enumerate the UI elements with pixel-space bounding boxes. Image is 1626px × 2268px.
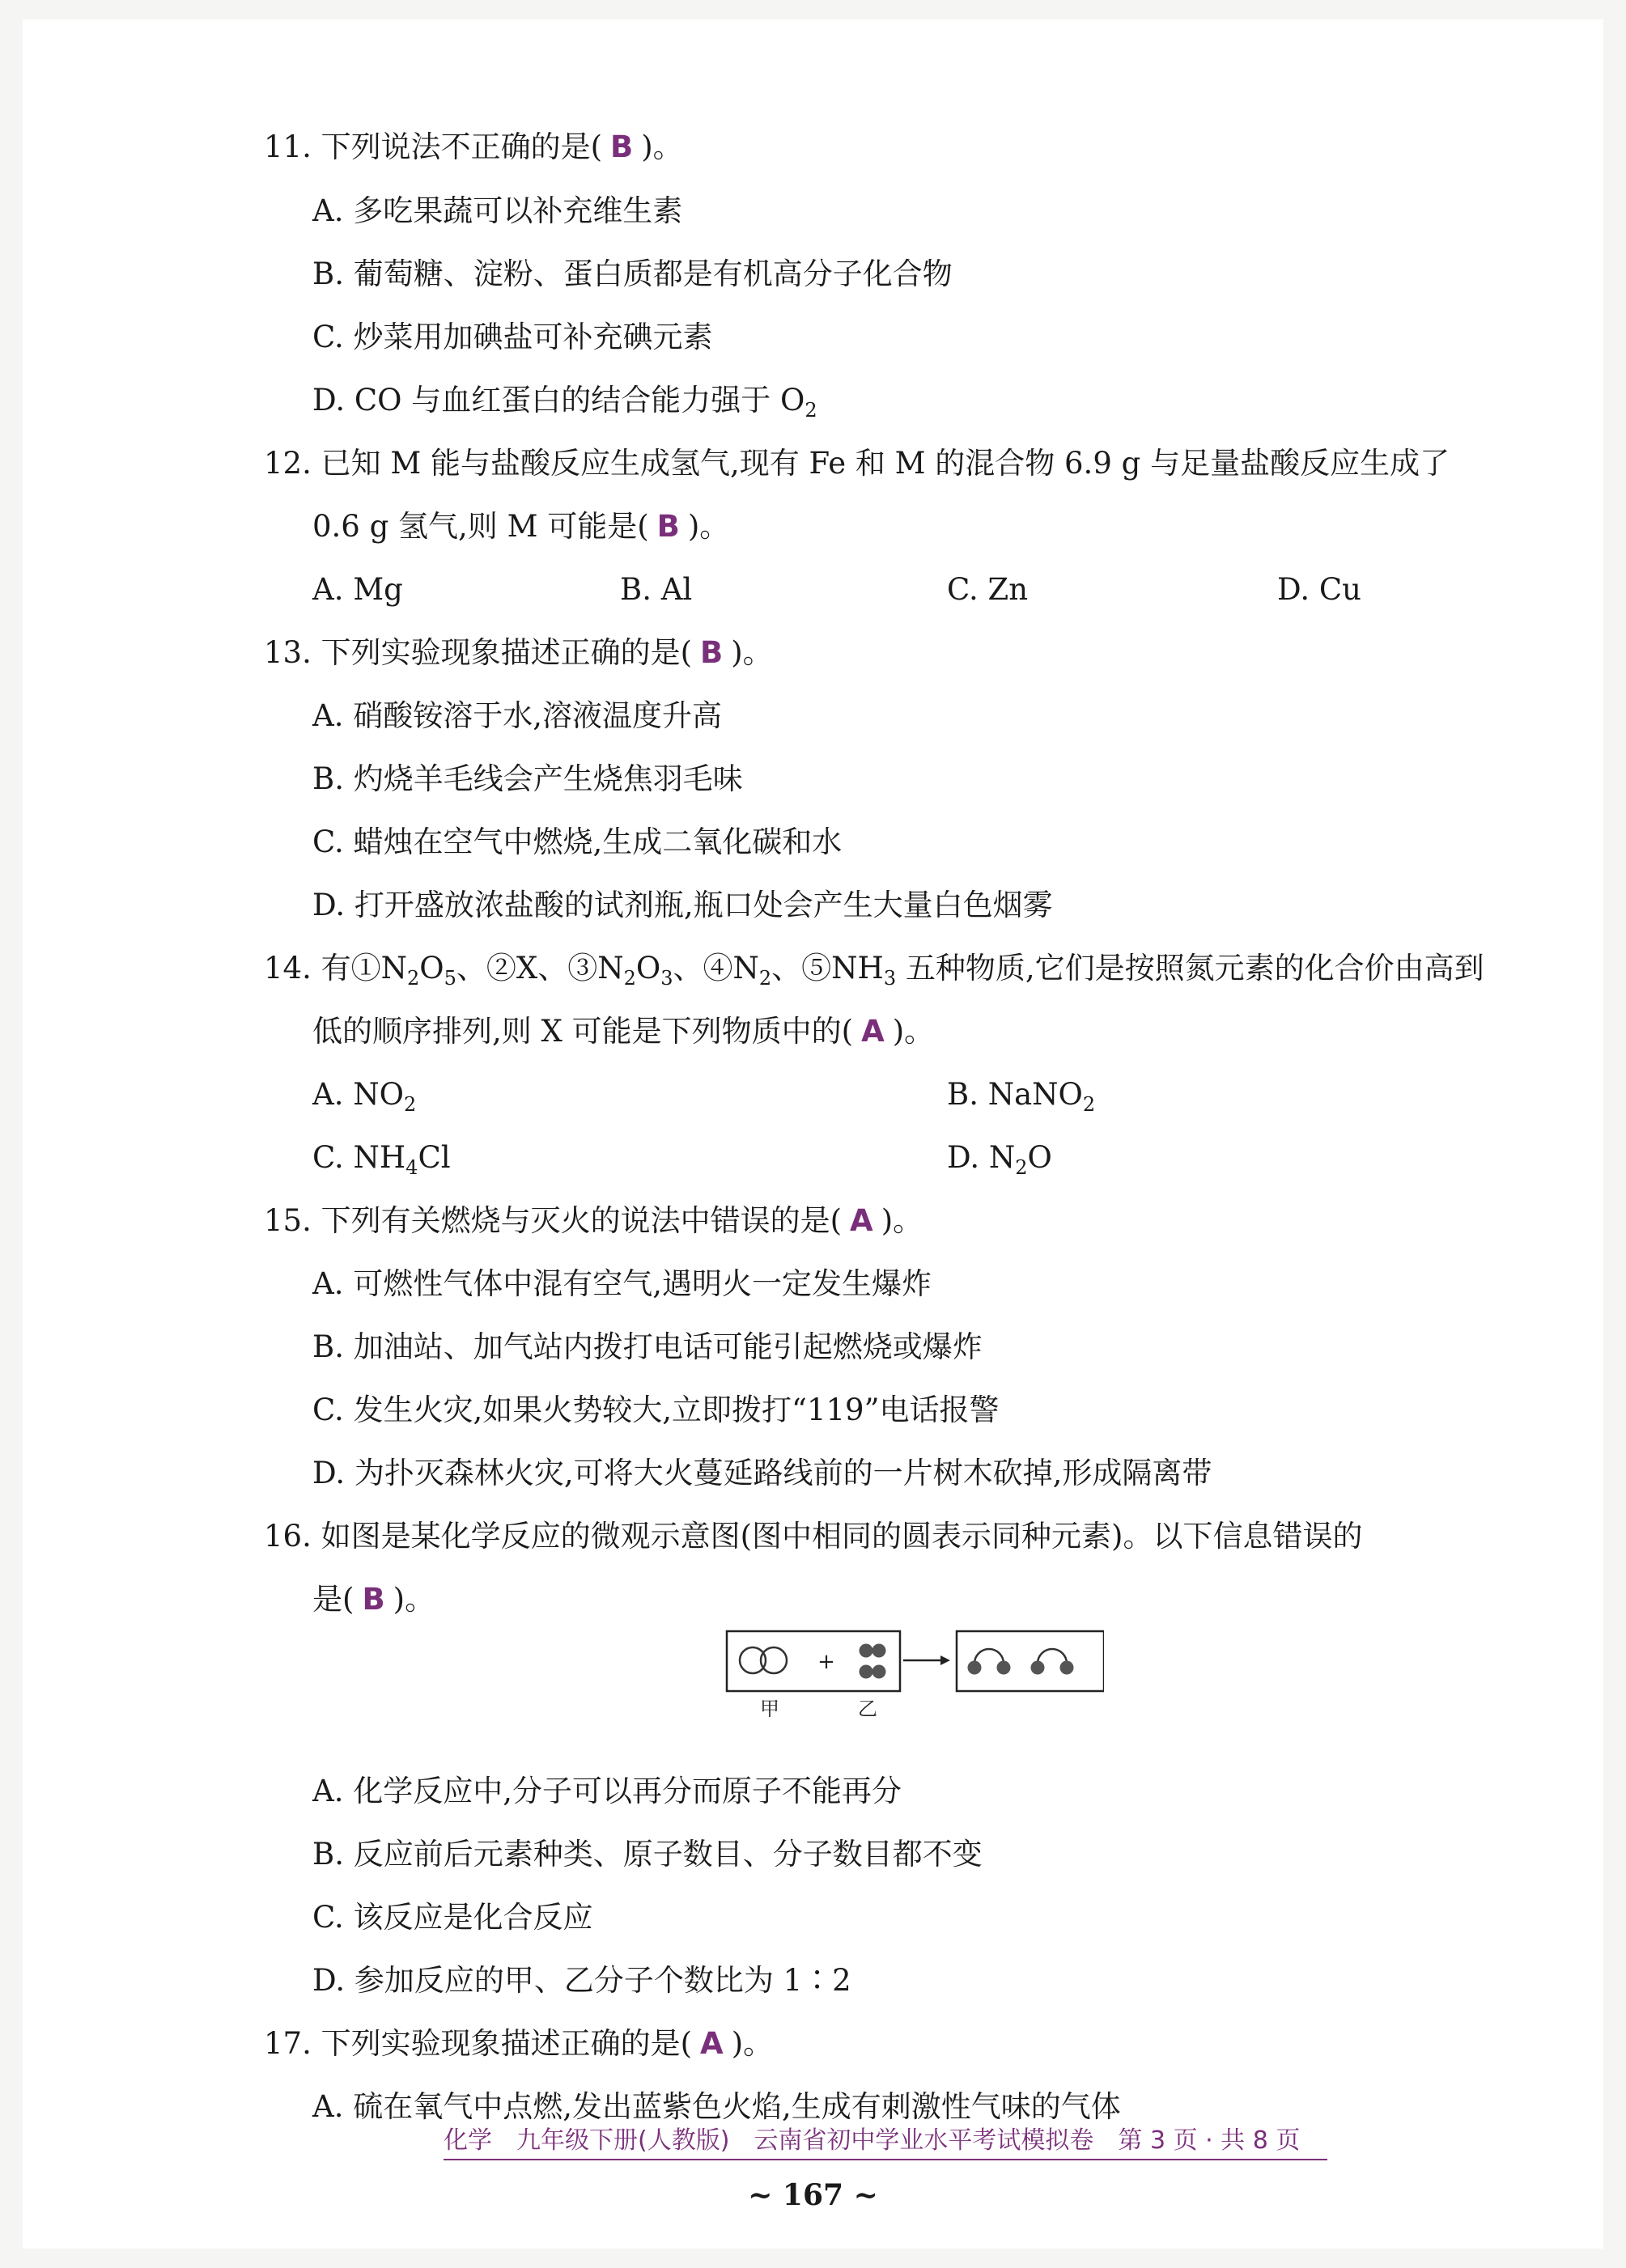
option: B. NaNO$_2$ <box>947 1077 1096 1116</box>
question-number: 12. <box>264 446 312 481</box>
answer-mark: A <box>850 1203 873 1238</box>
option: B. 灼烧羊毛线会产生烧焦羽毛味 <box>312 761 743 796</box>
option: D. Cu <box>1277 572 1362 607</box>
product-atom <box>997 1661 1011 1675</box>
page-number: ~ 167 ~ <box>748 2178 878 2212</box>
question-15: 15. 下列有关燃烧与灭火的说法中错误的是( A )。 <box>264 1203 923 1238</box>
question-11 <box>264 128 683 167</box>
answer-mark: B <box>656 509 680 544</box>
question-14-stem-cont: 低的顺序排列,则 X 可能是下列物质中的( A )。 <box>312 1014 935 1049</box>
page-footer: 化学 九年级下册(人教版) 云南省初中学业水平考试模拟卷 第 3 页 · 共 8 页 <box>444 2125 1327 2160</box>
question-stem: 已知 M 能与盐酸反应生成氢气,现有 Fe 和 M 的混合物 6.9 g 与足量盐酸反应生成了 <box>321 446 1450 481</box>
product-molecule <box>1038 1649 1067 1664</box>
question-16 <box>264 1517 1362 1556</box>
option: A. 硝酸铵溶于水,溶液温度升高 <box>312 698 723 733</box>
question-17: 17. 下列实验现象描述正确的是( A )。 <box>264 2026 774 2061</box>
question-13: 13. 下列实验现象描述正确的是( B )。 <box>264 635 773 670</box>
question-stem: 下列有关燃烧与灭火的说法中错误的是( <box>321 1203 843 1238</box>
answer-mark: B <box>700 635 724 670</box>
label-jia: 甲 <box>760 1698 779 1717</box>
option: D. 参加反应的甲、乙分子个数比为 1∶2 <box>312 1963 851 1998</box>
question-number: 15. <box>264 1203 312 1238</box>
option: B. 葡萄糖、淀粉、蛋白质都是有机高分子化合物 <box>312 256 953 291</box>
question-12 <box>264 444 1450 483</box>
product-atom <box>968 1661 982 1675</box>
answer-mark: B <box>362 1582 385 1617</box>
option: B. 加油站、加气站内拨打电话可能引起燃烧或爆炸 <box>312 1329 983 1364</box>
option: D. $N_2O$ <box>947 1140 1052 1179</box>
molecule-yi-atom <box>860 1644 873 1658</box>
products-box <box>957 1631 1104 1691</box>
option: C. 该反应是化合反应 <box>312 1900 593 1935</box>
question-16-stem-cont: 是( B )。 <box>312 1582 435 1617</box>
option: A. 硫在氧气中点燃,发出蓝紫色火焰,生成有刺激性气味的气体 <box>312 2089 1121 2124</box>
option: C. 蜡烛在空气中燃烧,生成二氧化碳和水 <box>312 825 843 859</box>
molecule-yi-atom <box>872 1665 886 1679</box>
question-stem: 下列实验现象描述正确的是( <box>321 2026 693 2061</box>
question-stem: 下列实验现象描述正确的是( <box>321 635 693 670</box>
plus-sign: + <box>817 1650 835 1674</box>
question-number: 16. <box>264 1519 312 1554</box>
option: C. $NH_4Cl$ <box>312 1140 451 1179</box>
reaction-arrow-head <box>940 1655 950 1665</box>
question-number: 13. <box>264 635 312 670</box>
product-atom <box>1031 1661 1045 1675</box>
answer-mark: A <box>700 2026 724 2061</box>
option: C. Zn <box>947 572 1029 607</box>
option: C. 发生火灾,如果火势较大,立即拨打“119”电话报警 <box>312 1393 1000 1427</box>
question-stem: 下列说法不正确的是( <box>321 129 603 164</box>
exam-page <box>23 19 1603 2249</box>
question-stem: 有$①N_2O_5$、②X、$③N_2O_3$、$④N_2$、$⑤NH_3$ 五种物质,它们是按照氮元素的化合价由高到 <box>321 951 1484 990</box>
question-14 <box>264 949 1484 998</box>
question-number: 17. <box>264 2026 312 2061</box>
answer-mark: B <box>610 129 634 164</box>
option: A. Mg <box>312 572 403 607</box>
option: D. 为扑灭森林火灾,可将大火蔓延路线前的一片树木砍掉,形成隔离带 <box>312 1456 1212 1490</box>
option: A. 化学反应中,分子可以再分而原子不能再分 <box>312 1774 902 1808</box>
answer-mark: A <box>861 1014 885 1049</box>
option: B. 反应前后元素种类、原子数目、分子数目都不变 <box>312 1837 983 1872</box>
product-molecule <box>974 1649 1004 1664</box>
reactants-box <box>727 1631 900 1691</box>
molecule-yi-atom <box>860 1665 873 1679</box>
product-atom <box>1060 1661 1074 1675</box>
option: B. Al <box>620 572 693 607</box>
option: D. 打开盛放浓盐酸的试剂瓶,瓶口处会产生大量白色烟雾 <box>312 888 1053 922</box>
question-number: 14. <box>264 951 312 986</box>
stem-close: )。 <box>641 129 683 164</box>
reaction-diagram <box>715 1628 1104 1717</box>
question-stem: 如图是某化学反应的微观示意图(图中相同的圆表示同种元素)。以下信息错误的 <box>321 1519 1363 1554</box>
option: C. 炒菜用加碘盐可补充碘元素 <box>312 320 713 354</box>
question-12-stem-cont: 0.6 g 氢气,则 M 可能是( B )。 <box>312 509 730 544</box>
option: D. CO 与血红蛋白的结合能力强于 $O_2$ <box>312 383 817 422</box>
question-number: 11. <box>264 129 312 164</box>
option: A. 多吃果蔬可以补充维生素 <box>312 193 683 228</box>
label-yi: 乙 <box>858 1698 877 1717</box>
molecule-yi-atom <box>872 1644 886 1658</box>
option: A. $NO_2$ <box>312 1077 417 1116</box>
option: A. 可燃性气体中混有空气,遇明火一定发生爆炸 <box>312 1266 932 1301</box>
